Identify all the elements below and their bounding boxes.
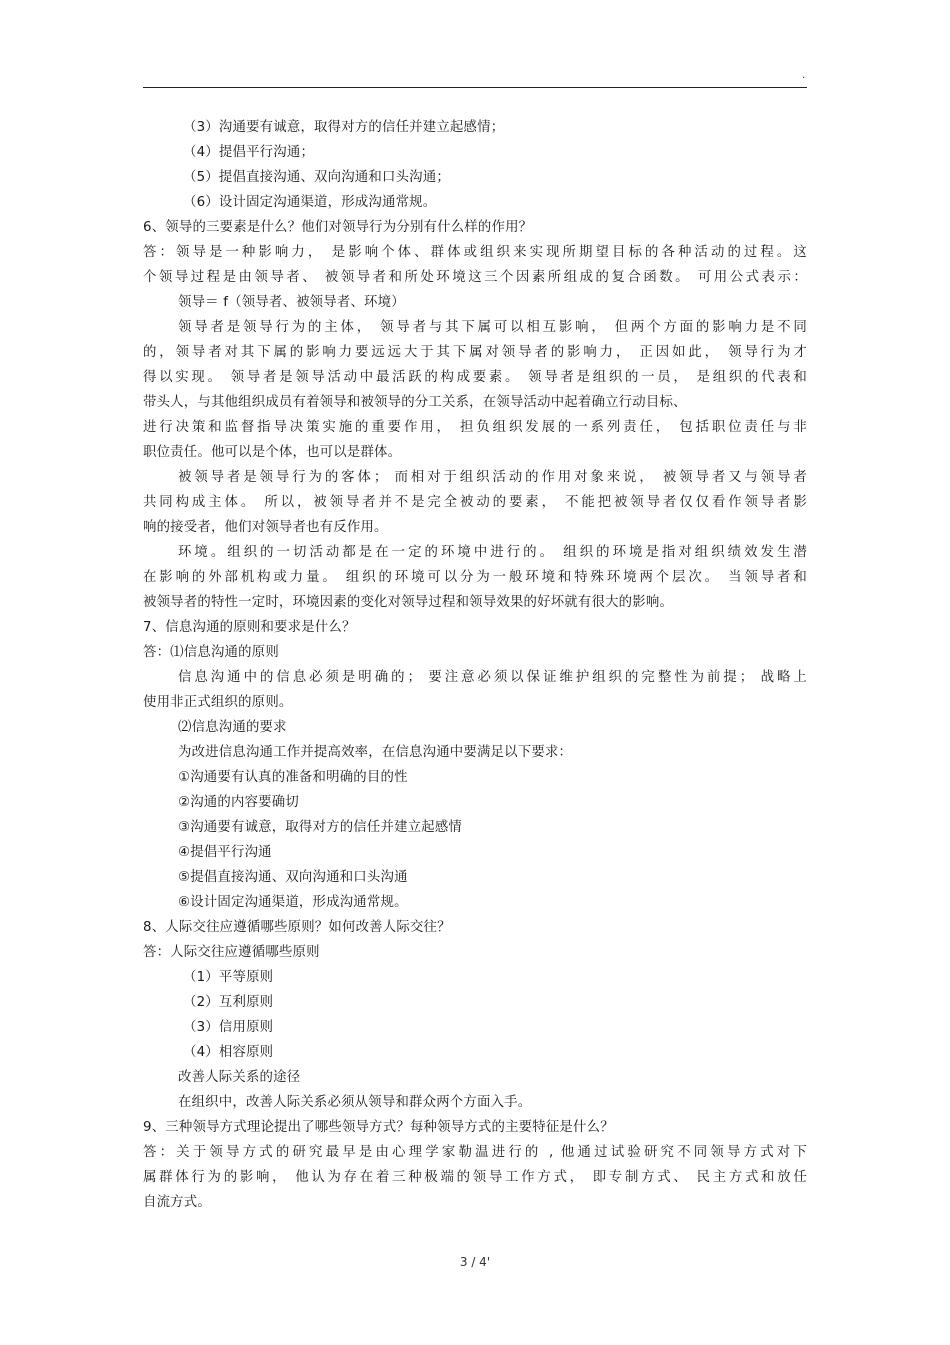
text-line: 被领导者的特性一定时，环境因素的变化对领导过程和领导效果的好坏就有很大的影响。 [143,595,674,610]
text-line: 信息沟通中的信息必须是明确的； 要注意必须以保证维护组织的完整性为前提； 战略上 [178,670,807,685]
text-line: 使用非正式组织的原则。 [143,695,293,710]
body-text [143,115,807,1215]
text-line: ②沟通的内容要确切 [178,795,299,810]
text-line: 在影响的外部机构或力量。 组织的环境可以分为一般环境和特殊环境两个层次。 当领导者和 [143,570,807,585]
text-line: 答：关于领导方式的研究最早是由心理学家勒温进行的 , 他通过试验研究不同领导方式对下 [143,1145,807,1160]
header-rule [143,87,807,88]
text-line: 7、信息沟通的原则和要求是什么？ [143,620,356,635]
text-line: 答：⑴信息沟通的原则 [143,645,279,660]
text-line: 8、人际交往应遵循哪些原则？如何改善人际交往？ [143,920,451,935]
text-line: 得以实现。 领导者是领导活动中最活跃的构成要素。 领导者是组织的一员， 是组织的代表和 [143,370,807,385]
text-line: ④提倡平行沟通 [178,845,272,860]
text-line: 自流方式。 [143,1195,211,1210]
text-line: 进行决策和监督指导决策实施的重要作用， 担负组织发展的一系列责任， 包括职位责任与非 [143,420,807,435]
text-line: 响的接受者，他们对领导者也有反作用。 [143,520,388,535]
text-line: 环境。组织的一切活动都是在一定的环境中进行的。 组织的环境是指对组织绩效发生潜 [178,545,807,560]
text-line: （3）信用原则 [183,1020,274,1035]
header-mark: . [802,70,806,81]
text-line: ⑵信息沟通的要求 [178,720,287,735]
text-line: （5）提倡直接沟通、双向沟通和口头沟通； [183,170,450,185]
text-line: 被领导者是领导行为的客体； 而相对于组织活动的作用对象来说， 被领导者又与领导者 [178,470,807,485]
text-line: 个领导过程是由领导者、 被领导者和所处环境这三个因素所组成的复合函数。 可用公式表示： [143,270,807,285]
text-line: 答：领导是一种影响力， 是影响个体、群体或组织来实现所期望目标的各种活动的过程。这 [143,245,807,260]
text-line: ⑥设计固定沟通渠道，形成沟通常规。 [178,895,408,910]
text-line: （4）相容原则 [183,1045,274,1060]
text-line: 职位责任。他可以是个体，也可以是群体。 [143,445,402,460]
text-line: 领导者是领导行为的主体， 领导者与其下属可以相互影响， 但两个方面的影响力是不同 [178,320,807,335]
text-line: 带头人，与其他组织成员有着领导和被领导的分工关系，在领导活动中起着确立行动目标、 [143,395,687,410]
text-line: ①沟通要有认真的准备和明确的目的性 [178,770,408,785]
text-line: 改善人际关系的途径 [178,1070,301,1085]
text-line: （4）提倡平行沟通； [183,145,315,160]
text-line: 的，领导者对其下属的影响力要远远大于其下属对领导者的影响力， 正因如此， 领导行为才 [143,345,807,360]
text-line: 9、三种领导方式理论提出了哪些领导方式？每种领导方式的主要特征是什么？ [143,1120,614,1135]
text-line: ⑤提倡直接沟通、双向沟通和口头沟通 [178,870,408,885]
text-line: 6、领导的三要素是什么？他们对领导行为分别有什么样的作用？ [143,220,533,235]
text-line: 答：人际交往应遵循哪些原则 [143,945,320,960]
page-number: 3 / 4' [459,1255,491,1269]
text-line: 为改进信息沟通工作并提高效率，在信息沟通中要满足以下要求： [178,745,573,760]
text-line: 属群体行为的影响， 他认为存在着三种极端的领导工作方式， 即专制方式、 民主方式和放任 [143,1170,807,1185]
text-line: （3）沟通要有诚意，取得对方的信任并建立起感情； [183,120,505,135]
text-line: （6）设计固定沟通渠道，形成沟通常规。 [183,195,437,210]
text-line: 领导＝ f（领导者、被领导者、环境） [178,295,405,310]
text-line: 共同构成主体。 所以，被领导者并不是完全被动的要素， 不能把被领导者仅仅看作领导者影 [143,495,807,510]
text-line: ③沟通要有诚意，取得对方的信任并建立起感情 [178,820,463,835]
text-line: （1）平等原则 [183,970,274,985]
text-line: （2）互利原则 [183,995,274,1010]
text-line: 在组织中，改善人际关系必须从领导和群众两个方面入手。 [178,1095,532,1110]
